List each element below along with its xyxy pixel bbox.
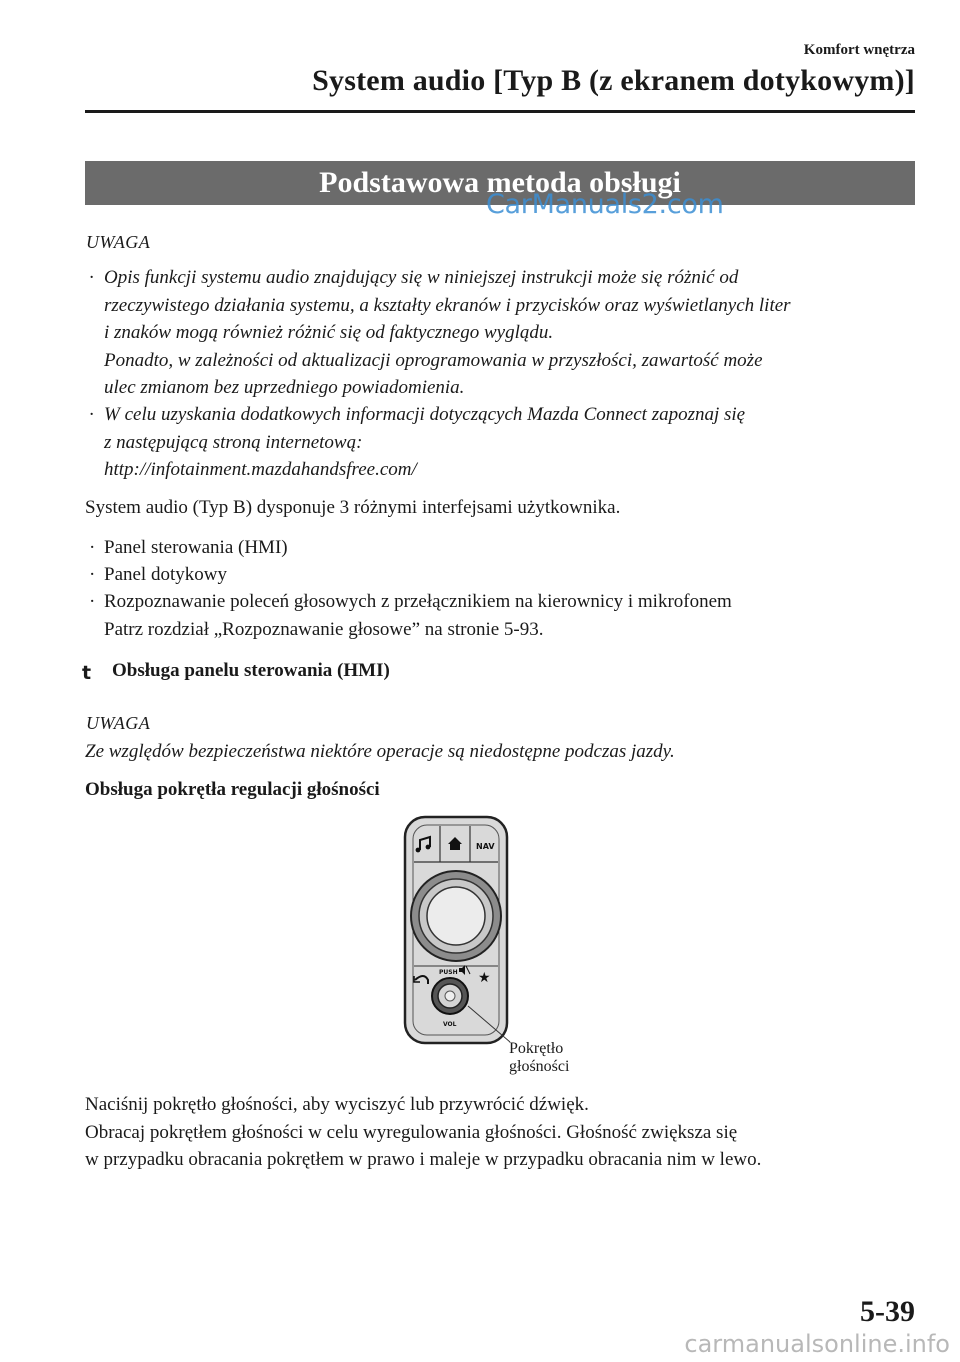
note-line: i znaków mogą również różnić się od faktycznego wyglądu. — [104, 322, 554, 343]
bullet-icon: · — [89, 564, 96, 585]
note-line: W celu uzyskania dodatkowych informacji dotyczących Mazda Connect zapoznaj się — [104, 404, 746, 425]
push-label: PUSH — [439, 969, 458, 976]
list-item-text: Panel sterowania (HMI) — [104, 537, 288, 558]
body-line: Naciśnij pokrętło głośności, aby wyciszyć lub przywrócić dźwięk. — [85, 1094, 589, 1115]
body-line: w przypadku obracania pokrętłem w prawo i maleje w przypadku obracania nim w lewo. — [85, 1149, 762, 1170]
banner-title: Podstawowa metoda obsługi — [319, 166, 681, 199]
note-label-2: UWAGA — [86, 713, 151, 733]
watermark: CarManuals2.com — [486, 189, 724, 220]
body-line: Obracaj pokrętłem głośności w celu wyregulowania głośności. Głośność zwiększa się — [85, 1121, 738, 1143]
callout-line: Pokrętło — [509, 1040, 564, 1057]
note-line: Ponadto, w zależności od aktualizacji oprogramowania w przyszłości, zawartość może — [104, 349, 763, 371]
footer-watermark: carmanualsonline.info — [684, 1330, 950, 1358]
bullet-icon: · — [89, 404, 94, 425]
note-line: Opis funkcji systemu audio znajdujący się w niniejszej instrukcji może się różnić od — [104, 267, 739, 288]
nav-label: NAV — [476, 842, 495, 851]
note-text-2: Ze względów bezpieczeństwa niektóre operacje są niedostępne podczas jazdy. — [85, 741, 675, 762]
list-item-text: Rozpoznawanie poleceń głosowych z przełącznikiem na kierownicy i mikrofonem — [104, 591, 732, 612]
subsection-marker-icon: t — [82, 662, 92, 684]
callout-line: głośności — [509, 1058, 570, 1075]
volume-heading: Obsługa pokrętła regulacji głośności — [85, 779, 380, 800]
page-title: System audio [Typ B (z ekranem dotykowym)] — [312, 64, 915, 97]
note-item-2 — [89, 401, 924, 484]
note-label: UWAGA — [86, 232, 151, 252]
section-name: Komfort wnętrza — [803, 42, 915, 58]
page-number: 5-39 — [860, 1295, 915, 1328]
favorite-icon: ★ — [478, 970, 491, 986]
header-divider — [85, 110, 915, 113]
bullet-icon: · — [89, 537, 96, 558]
controller-illustration — [400, 814, 600, 1054]
volume-knob-callout — [509, 1040, 569, 1076]
interface-item-2 — [89, 561, 924, 589]
subsection-title: Obsługa panelu sterowania (HMI) — [112, 660, 390, 681]
list-item-text: Panel dotykowy — [104, 564, 227, 585]
note-line: z następującą stroną internetową: — [104, 431, 363, 453]
list-item-text: Patrz rozdział „Rozpoznawanie głosowe” na stronie 5-93. — [104, 618, 544, 640]
interface-item-1 — [89, 534, 924, 562]
interface-item-3 — [89, 588, 924, 643]
bullet-icon: · — [89, 267, 94, 288]
note-item-1 — [89, 264, 924, 402]
note-line: ulec zmianom bez uprzedniego powiadomienia. — [104, 377, 465, 398]
body-paragraph — [85, 1091, 925, 1174]
url-text[interactable]: http://infotainment.mazdahandsfree.com/ — [104, 459, 417, 480]
vol-label: VOL — [443, 1021, 457, 1028]
note-line: rzeczywistego działania systemu, a kształty ekranów i przycisków oraz wyświetlanych liter — [104, 294, 791, 316]
bullet-icon: · — [89, 591, 96, 612]
intro-paragraph: System audio (Typ B) dysponuje 3 różnymi interfejsami użytkownika. — [85, 497, 621, 518]
